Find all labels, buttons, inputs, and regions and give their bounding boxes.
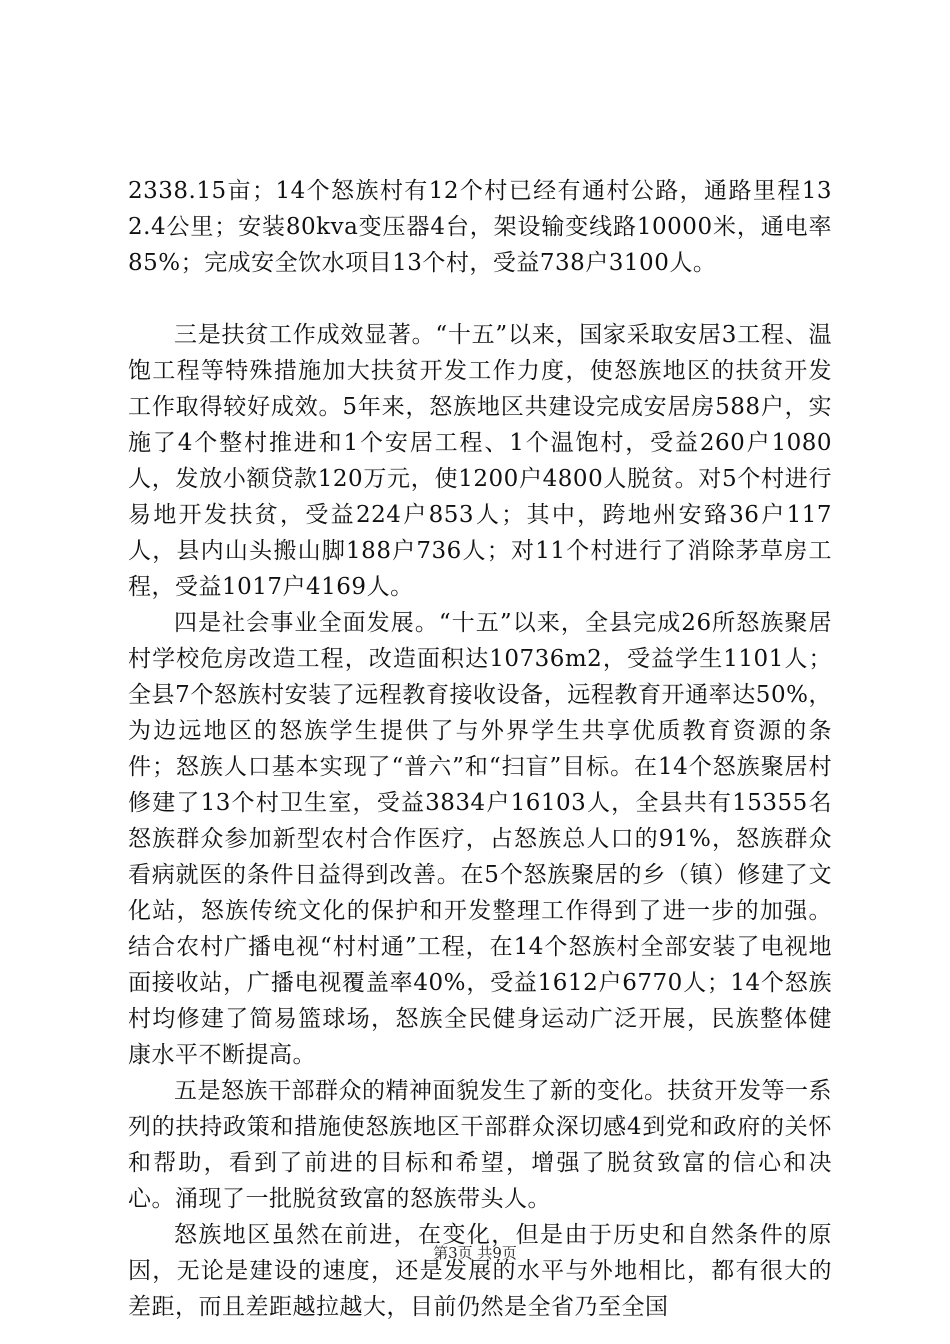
paragraph-spiritual-change: 五是怒族干部群众的精神面貌发生了新的变化。扶贫开发等一系列的扶持政策和措施使怒族地区干部群众深切感4到党和政府的关怀和帮助，看到了前进的目标和希望，增强了脱贫致富的信心和决心。涌现了一批脱贫致富的怒族带头人。 — [128, 1078, 832, 1212]
paragraph-continuation: 2338.15亩；14个怒族村有12个村已经有通村公路，通路里程132.4公里；安装80kva变压器4台，架设输变线路10000米，通电率85%；完成安全饮水项目13个村，受益738户3100人。 — [128, 178, 832, 276]
paragraph-poverty-alleviation: 三是扶贫工作成效显著。“十五”以来，国家采取安居3工程、温饱工程等特殊措施加大扶贫开发工作力度，使怒族地区的扶贫开发工作取得较好成效。5年来，怒族地区共建设完成安居房588户，实施了4个整村推进和1个安居工程、1个温饱村，受益260户1080人，发放小额贷款120万元，使1200户4800人脱贫。对5个村进行易地开发扶贫，受益224户853人；其中，跨地州安臵36户117人，县内山头搬山脚188户736人；对11个村进行了消除茅草房工程，受益1017户4169人。 — [128, 322, 832, 600]
paragraph-social-development: 四是社会事业全面发展。“十五”以来，全县完成26所怒族聚居村学校危房改造工程，改造面积达10736m2，受益学生1101人；全县7个怒族村安装了远程教育接收设备，远程教育开通率达50%，为边远地区的怒族学生提供了与外界学生共享优质教育资源的条件；怒族人口基本实现了“普六”和“扫盲”目标。在14个怒族聚居村修建了13个村卫生室，受益3834户16103人，全县共有15355名怒族群众参加新型农村合作医疗，占怒族总人口的91%，怒族群众看病就医的条件日益得到改善。在5个怒族聚居的乡（镇）修建了文化站，怒族传统文化的保护和开发整理工作得到了进一步的加强。结合农村广播电视“村村通”工程，在14个怒族村全部安装了电视地面接收站，广播电视覆盖率40%，受益1612户6770人；14个怒族村均修建了简易篮球场，怒族全民健身运动广泛开展，民族整体健康水平不断提高。 — [128, 610, 832, 1068]
document-body — [128, 173, 832, 1325]
page-number-footer: 第3页 共9页 — [433, 1244, 517, 1262]
paragraph-gap-analysis: 怒族地区虽然在前进，在变化，但是由于历史和自然条件的原因，无论是建设的速度，还是发展的水平与外地相比，都有很大的差距，而且差距越拉越大，目前仍然是全省乃至全国 — [128, 1222, 832, 1320]
